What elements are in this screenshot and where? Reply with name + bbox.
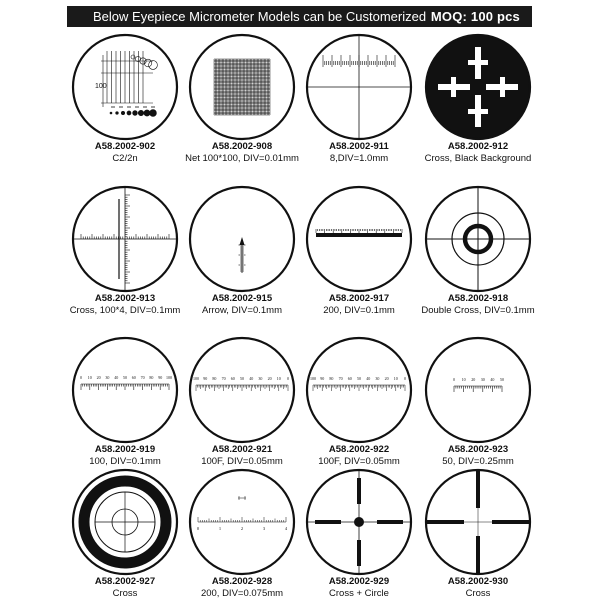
- svg-text:90: 90: [203, 376, 208, 381]
- svg-text:0: 0: [453, 377, 455, 382]
- model-number: A58.2002-929: [328, 576, 390, 587]
- svg-text:40: 40: [366, 376, 371, 381]
- svg-text:10: 10: [276, 376, 281, 381]
- model-number: A58.2002-908: [211, 141, 273, 152]
- model-spec: 100F, DIV=0.05mm: [201, 456, 283, 467]
- svg-text:80: 80: [329, 376, 334, 381]
- reticle-902-diagram: [71, 33, 179, 141]
- reticle-930-diagram: [424, 468, 532, 576]
- model-spec: 8,DIV=1.0mm: [329, 153, 389, 164]
- svg-text:30: 30: [258, 376, 263, 381]
- reticle-929-diagram: [305, 468, 413, 576]
- reticle-card-928: [177, 468, 307, 603]
- svg-text:60: 60: [347, 376, 352, 381]
- svg-text:4: 4: [284, 526, 288, 531]
- reticle-913-diagram: [71, 185, 179, 293]
- model-spec: 100, DIV=0.1mm: [89, 456, 161, 467]
- model-number: A58.2002-902: [94, 141, 156, 152]
- model-spec: 200, DIV=0.075mm: [200, 588, 284, 599]
- svg-text:20: 20: [471, 377, 476, 382]
- reticle-card-913: [60, 185, 190, 320]
- model-number: A58.2002-912: [447, 141, 509, 152]
- svg-text:20: 20: [384, 376, 389, 381]
- model-number: A58.2002-930: [447, 576, 509, 587]
- svg-text:30: 30: [105, 375, 110, 380]
- svg-text:0: 0: [404, 376, 406, 381]
- svg-text:80: 80: [149, 375, 154, 380]
- svg-text:80: 80: [212, 376, 217, 381]
- svg-text:40: 40: [114, 375, 119, 380]
- model-spec: Cross: [465, 588, 491, 599]
- reticle-card-917: [294, 185, 424, 320]
- reticle-908-diagram: [188, 33, 296, 141]
- model-spec: Cross: [112, 588, 138, 599]
- reticle-card-923: [413, 336, 543, 471]
- model-number: A58.2002-927: [94, 576, 156, 587]
- model-spec: Cross, 100*4, DIV=0.1mm: [69, 305, 181, 316]
- svg-text:30: 30: [375, 376, 380, 381]
- svg-text:2: 2: [240, 526, 244, 531]
- reticle-card-908: [177, 33, 307, 168]
- svg-text:90: 90: [320, 376, 325, 381]
- svg-text:100: 100: [193, 376, 199, 381]
- model-number: A58.2002-917: [328, 293, 390, 304]
- svg-text:70: 70: [140, 375, 145, 380]
- reticle-902-label-100: 100: [95, 83, 107, 90]
- banner-title: Below Eyepiece Micrometer Models can be Customerized: [93, 9, 427, 24]
- svg-text:70: 70: [338, 376, 343, 381]
- reticle-card-919: [60, 336, 190, 471]
- reticle-card-921: [177, 336, 307, 471]
- svg-text:30: 30: [480, 377, 485, 382]
- svg-text:70: 70: [221, 376, 226, 381]
- model-number: A58.2002-915: [211, 293, 273, 304]
- model-spec: Arrow, DIV=0.1mm: [202, 305, 282, 316]
- model-number: A58.2002-923: [447, 444, 509, 455]
- model-spec: Cross + Circle: [329, 588, 389, 599]
- model-spec: 50, DIV=0.25mm: [442, 456, 514, 467]
- svg-text:50: 50: [357, 376, 361, 381]
- svg-text:10: 10: [393, 376, 398, 381]
- svg-text:3: 3: [262, 526, 266, 531]
- reticle-card-929: [294, 468, 424, 603]
- model-spec: Cross, Black Background: [424, 153, 532, 164]
- reticle-917-diagram: [305, 185, 413, 293]
- reticle-915-diagram: [188, 185, 296, 293]
- svg-text:40: 40: [490, 377, 495, 382]
- reticle-card-915: [177, 185, 307, 320]
- reticle-922-diagram: [305, 336, 413, 444]
- svg-text:20: 20: [96, 375, 101, 380]
- reticle-927-diagram: [71, 468, 179, 576]
- reticle-919-diagram: [71, 336, 179, 444]
- model-number: A58.2002-919: [94, 444, 156, 455]
- reticle-card-922: [294, 336, 424, 471]
- model-spec: 100F, DIV=0.05mm: [318, 456, 400, 467]
- reticle-card-930: [413, 468, 543, 603]
- model-spec: 200, DIV=0.1mm: [323, 305, 395, 316]
- model-spec: Double Cross, DIV=0.1mm: [421, 305, 535, 316]
- svg-text:50: 50: [240, 376, 244, 381]
- svg-text:60: 60: [131, 375, 136, 380]
- svg-text:0: 0: [196, 526, 200, 531]
- svg-text:60: 60: [230, 376, 235, 381]
- svg-text:1: 1: [218, 526, 222, 531]
- model-number: A58.2002-911: [329, 141, 389, 152]
- svg-text:10: 10: [87, 375, 92, 380]
- svg-text:40: 40: [249, 376, 254, 381]
- svg-text:10: 10: [461, 377, 466, 382]
- reticle-923-diagram: [424, 336, 532, 444]
- moq-label: MOQ: 100 pcs: [430, 9, 520, 24]
- reticle-card-927: [60, 468, 190, 603]
- svg-text:50: 50: [500, 377, 504, 382]
- svg-text:100: 100: [166, 375, 172, 380]
- reticle-card-911: [294, 33, 424, 168]
- model-spec: C2/2n: [112, 153, 138, 164]
- reticle-928-diagram: [188, 468, 296, 576]
- reticle-912-diagram: [424, 33, 532, 141]
- svg-text:20: 20: [267, 376, 272, 381]
- svg-text:50: 50: [123, 375, 127, 380]
- svg-text:0: 0: [287, 376, 289, 381]
- reticle-918-diagram: [424, 185, 532, 293]
- model-spec: Net 100*100, DIV=0.01mm: [185, 153, 299, 164]
- header-banner: [67, 6, 532, 27]
- model-number: A58.2002-918: [447, 293, 509, 304]
- reticle-911-diagram: [305, 33, 413, 141]
- svg-text:0: 0: [80, 375, 82, 380]
- reticle-card-918: [413, 185, 543, 320]
- model-number: A58.2002-921: [211, 444, 273, 455]
- reticle-921-diagram: [188, 336, 296, 444]
- model-number: A58.2002-928: [211, 576, 273, 587]
- svg-text:100: 100: [310, 376, 316, 381]
- reticle-card-902: [60, 33, 190, 168]
- model-number: A58.2002-922: [328, 444, 390, 455]
- reticle-card-912: [413, 33, 543, 168]
- svg-text:90: 90: [158, 375, 163, 380]
- model-number: A58.2002-913: [94, 293, 156, 304]
